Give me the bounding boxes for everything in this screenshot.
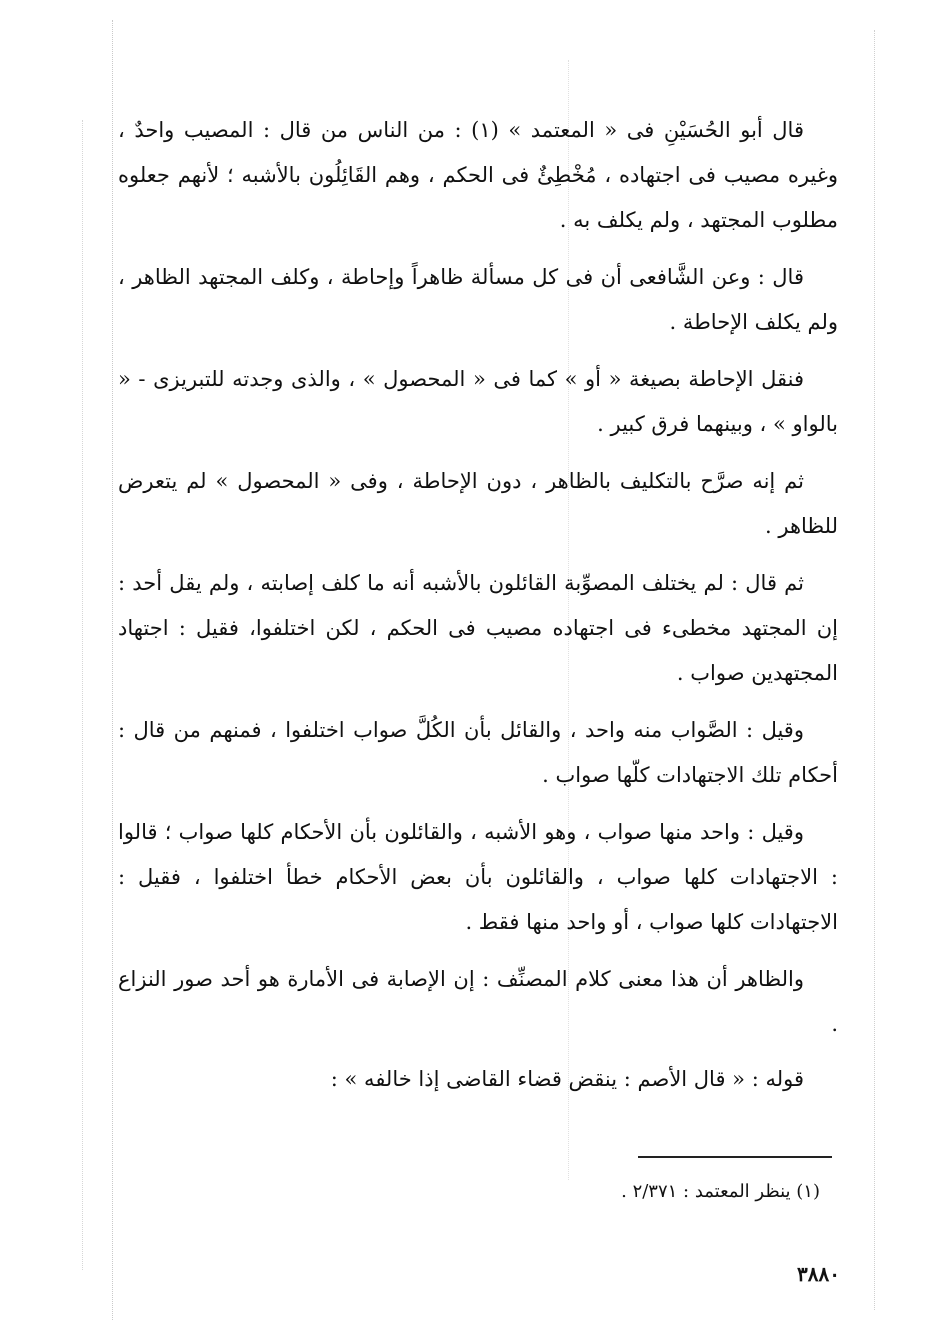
paragraph: قوله : « قال الأصم : ينقض قضاء القاضى إذا خالفه » : [330, 1067, 804, 1091]
paragraph: ثم قال : لم يختلف المصوِّبة القائلون بالأشبه أنه ما كلف إصابته ، ولم يقل أحد : إن المجتهد مخطىء فى اجتهاده مصيب فى الحكم ، لكن اختلفوا، فقيل : اجتهاد المجتهدين صواب . [118, 571, 838, 685]
paragraph: ثم إنه صرَّح بالتكليف بالظاهر ، دون الإحاطة ، وفى « المحصول » لم يتعرض للظاهر . [118, 469, 838, 538]
footnote-divider [638, 1156, 832, 1158]
paragraph: قال : وعن الشَّافعى أن فى كل مسألة ظاهراً وإحاطة ، وكلف المجتهد الظاهر ، ولم يكلف الإحاطة . [118, 265, 838, 334]
footnote: (١) ينظر المعتمد : ٢/٣٧١ . [621, 1181, 820, 1202]
page-number: ٣٨٨٠ [797, 1262, 840, 1286]
paragraph: وقيل : واحد منها صواب ، وهو الأشبه ، والقائلون بأن الأحكام كلها صواب ؛ قالوا : الاجتهادات كلها صواب ، والقائلون بأن بعض الأحكام خطأ اختلفوا ، فقيل : الاجتهادات كلها صواب ، أو واحد منها فقط . [118, 820, 838, 934]
paragraph: وقيل : الصَّواب منه واحد ، والقائل بأن الكُلَّ صواب اختلفوا ، فمنهم من قال : أحكام تلك الاجتهادات كلّها صواب . [118, 718, 838, 787]
scan-margin-dots [82, 120, 83, 1270]
scan-margin-dots [112, 20, 113, 1320]
paragraph: والظاهر أن هذا معنى كلام المصنِّف : إن الإصابة فى الأمارة هو أحد صور النزاع . [118, 967, 838, 1036]
page-body [118, 108, 838, 1102]
paragraph: فنقل الإحاطة بصيغة « أو » كما فى « المحصول » ، والذى وجدته للتبريزى - « بالواو » ، وبينهما فرق كبير . [118, 367, 838, 436]
scan-margin-dots [874, 30, 875, 1310]
paragraph: قال أبو الحُسَيْنِ فى « المعتمد » (١) : من الناس من قال : المصيب واحدٌ ، وغيره مصيب فى اجتهاده ، مُخْطِئٌ فى الحكم ، وهم القَائِلُون بالأشبه ؛ لأنهم جعلوه مطلوب المجتهد ، ولم يكلف به . [118, 118, 838, 232]
